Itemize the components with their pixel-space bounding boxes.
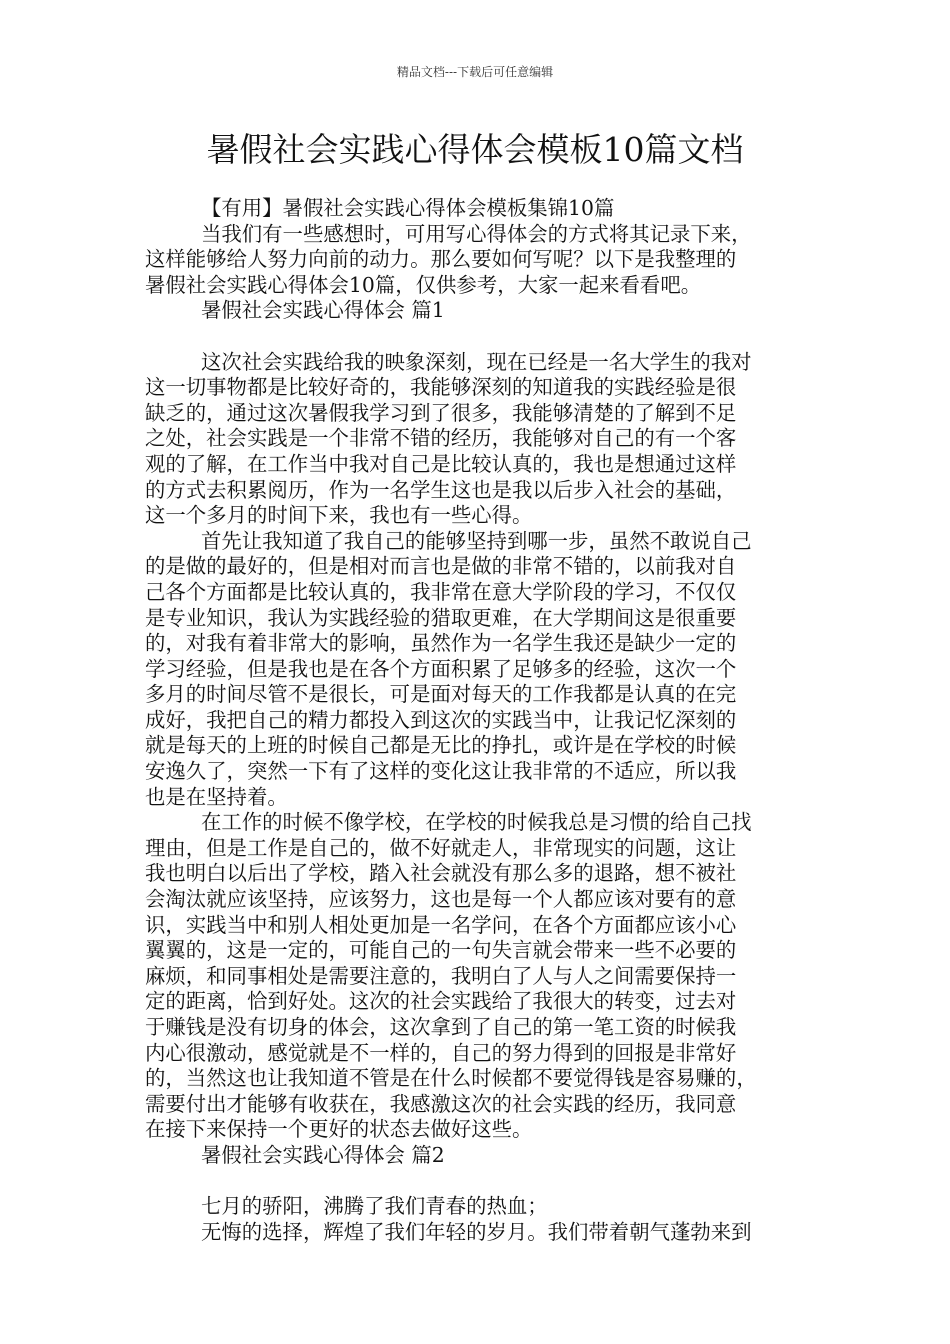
text-line: 的，对我有着非常大的影响，虽然作为一名学生我还是缺少一定的 [145, 631, 737, 656]
text-line: 于赚钱是没有切身的体会，这次拿到了自己的第一笔工资的时候我 [145, 1015, 737, 1039]
text-line: 会淘汰就应该坚持，应该努力，这也是每一个人都应该对要有的意 [145, 887, 737, 912]
page-header: 精品文档---下载后可任意编辑 [396, 65, 554, 79]
text-line: 定的距离，恰到好处。这次的社会实践给了我很大的转变，过去对 [145, 989, 737, 1014]
text-line: 学习经验，但是我也是在各个方面积累了足够多的经验，这次一个 [145, 656, 737, 681]
text-line: 麻烦，和同事相处是需要注意的，我明白了人与人之间需要保持一 [145, 963, 737, 988]
text-line: 理由，但是工作是自己的，做不好就走人，非常现实的问题，这让 [145, 835, 737, 860]
text-line: 观的了解，在工作当中我对自己是比较认真的，我也是想通过这样 [145, 451, 737, 476]
text-line: 这样能够给人努力向前的动力。那么要如何写呢？以下是我整理的 [145, 247, 737, 272]
text-line: 己各个方面都是比较认真的，我非常在意大学阶段的学习，不仅仅 [145, 579, 737, 604]
text-line: 暑假社会实践心得体会10篇，仅供参考，大家一起来看看吧。 [145, 272, 702, 297]
text-line: 翼翼的，这是一定的，可能自己的一句失言就会带来一些不必要的 [145, 938, 737, 963]
text-line: 无悔的选择，辉煌了我们年轻的岁月。我们带着朝气蓬勃来到 [201, 1219, 752, 1244]
text-line: 这一切事物都是比较好奇的，我能够深刻的知道我的实践经验是很 [145, 375, 737, 400]
text-line: 的方式去积累阅历，作为一名学生这也是我以后步入社会的基础， [145, 477, 737, 502]
blank-line [145, 324, 809, 350]
document-body [145, 196, 809, 1245]
text-line: 之处，社会实践是一个非常不错的经历，我能够对自己的有一个客 [145, 426, 737, 451]
text-line: 需要付出才能够有收获在，我感激这次的社会实践的经历，我同意 [145, 1091, 737, 1116]
blank-line [145, 1169, 809, 1195]
text-line: 【有用】暑假社会实践心得体会模板集锦10篇 [201, 196, 615, 220]
text-line: 这一个多月的时间下来，我也有一些心得。 [145, 503, 533, 528]
text-line: 内心很激动，感觉就是不一样的，自己的努力得到的回报是非常好 [145, 1040, 737, 1065]
text-line: 当我们有一些感想时，可用写心得体会的方式将其记录下来， [201, 221, 752, 246]
text-line: 多月的时间尽管不是很长，可是面对每天的工作我都是认真的在完 [145, 682, 737, 707]
text-line: 成好，我把自己的精力都投入到这次的实践当中，让我记忆深刻的 [145, 707, 737, 732]
text-line: 缺乏的，通过这次暑假我学习到了很多，我能够清楚的了解到不足 [145, 400, 737, 425]
text-line: 暑假社会实践心得体会 篇2 [201, 1142, 445, 1167]
text-line: 首先让我知道了我自己的能够坚持到哪一步，虽然不敢说自己 [201, 528, 752, 553]
text-line: 暑假社会实践心得体会 篇1 [201, 298, 445, 323]
document-title: 暑假社会实践心得体会模板10篇文档 [206, 130, 744, 169]
text-line: 七月的骄阳，沸腾了我们青春的热血； [201, 1194, 548, 1219]
text-line: 我也明白以后出了学校，踏入社会就没有那么多的退路，想不被社 [145, 861, 737, 886]
text-line: 也是在坚持着。 [145, 784, 288, 809]
text-line: 安逸久了，突然一下有了这样的变化这让我非常的不适应，所以我 [145, 759, 737, 784]
text-line: 的，当然这也让我知道不管是在什么时候都不要觉得钱是容易赚的， [145, 1066, 757, 1091]
text-line: 识，实践当中和别人相处更加是一名学问，在各个方面都应该小心 [145, 912, 737, 937]
text-line: 在工作的时候不像学校，在学校的时候我总是习惯的给自己找 [201, 810, 752, 835]
text-line: 这次社会实践给我的映象深刻，现在已经是一名大学生的我对 [201, 349, 752, 374]
text-line: 就是每天的上班的时候自己都是无比的挣扎，或许是在学校的时候 [145, 733, 737, 758]
text-line: 是专业知识，我认为实践经验的猎取更难，在大学期间这是很重要 [145, 605, 737, 630]
text-line: 的是做的最好的，但是相对而言也是做的非常不错的，以前我对自 [145, 554, 737, 579]
text-line: 在接下来保持一个更好的状态去做好这些。 [145, 1117, 533, 1142]
